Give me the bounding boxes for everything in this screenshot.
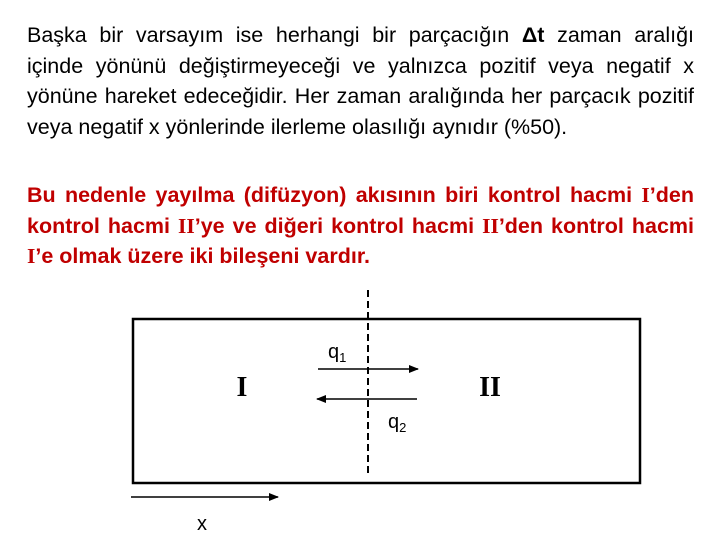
roman-volume-1a: I — [641, 183, 650, 207]
control-volume-box — [133, 319, 640, 483]
p1-text-before: Başka bir varsayım ise herhangi bir parçacığın — [27, 23, 522, 47]
volume-I-label: I — [236, 372, 248, 403]
p2-seg5: ’e olmak üzere iki bileşeni vardır. — [35, 244, 370, 269]
flux-q1-label: $q_1$ — [328, 341, 347, 365]
p1-text-after: zaman aralığı içinde yönünü değiştirmeyeceği ve yalnızca pozitif veya negatif x yönüne hareket edeceğidir. Her zaman aralığında her parçacık pozitif veya negatif x yönlerinde ilerleme olasılığı aynıdır (%50). — [27, 23, 695, 139]
flux-q2-label: $q_2$ — [388, 411, 407, 435]
roman-volume-2b: II — [482, 213, 499, 238]
roman-volume-2a: II — [178, 213, 195, 238]
roman-volume-1b: I — [27, 244, 36, 269]
p2-seg2: ’den kontrol hacmi — [27, 183, 694, 238]
p2-seg4: ’den kontrol hacmi — [498, 213, 695, 238]
delta-t-symbol: Δt — [521, 23, 545, 47]
p2-seg1: Bu nedenle yayılma (difüzyon) akısının biri kontrol hacmi — [27, 183, 642, 207]
x-axis-label: x — [197, 513, 207, 535]
volume-II-label: II — [479, 372, 501, 403]
p2-seg3: ’ye ve diğeri kontrol hacmi — [194, 213, 483, 238]
